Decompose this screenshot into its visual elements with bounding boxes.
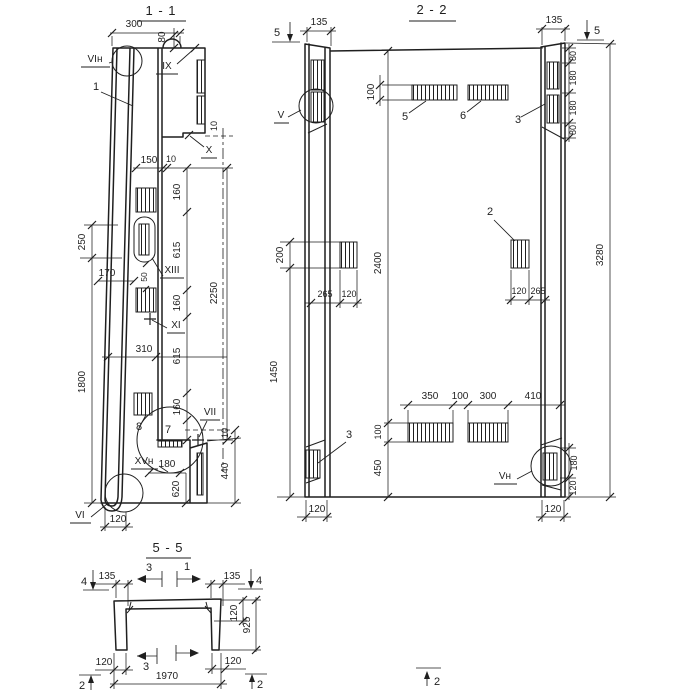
s11-part-1: 1	[92, 81, 100, 93]
s22-dim-100-mid: 100	[451, 391, 469, 402]
s22-embed-square-2	[511, 240, 529, 268]
s22-part-5: 5	[401, 111, 409, 123]
s11-part-8: 8	[135, 421, 143, 433]
s11-edge-plate	[197, 96, 205, 124]
s11-embed-plate	[136, 188, 156, 212]
s22-cut5-right-arrow	[584, 32, 590, 40]
s11-mark-xi: XI	[171, 320, 181, 331]
s11-detail7-strip	[158, 441, 182, 447]
s11-dim-160b: 160	[172, 294, 183, 312]
section-5-5	[79, 540, 441, 692]
s55-cut2-right-arrow	[249, 674, 255, 682]
s11-edge-plate	[197, 453, 203, 495]
s22-top-plate-6	[468, 85, 508, 100]
s22-dim-300: 300	[479, 391, 497, 402]
s22-dim-450: 450	[373, 459, 384, 477]
s55-cut1-bottom-arrow	[190, 649, 199, 657]
s11-dim-170: 170	[98, 268, 116, 279]
s22-dim-120a: 120	[341, 289, 357, 299]
s55-dim-120-web: 120	[229, 604, 240, 622]
section-5-5-title: 5 - 5	[152, 540, 184, 555]
s11-dim-10-bot: 10	[220, 427, 230, 439]
s11-mark-xvn: XVн	[134, 456, 154, 467]
s22-part-3-top: 3	[514, 114, 522, 126]
s22-dim-1450: 1450	[269, 360, 280, 384]
s55-cut4-right: 4	[255, 575, 263, 587]
s22-dim-135-left: 135	[310, 17, 328, 28]
s22-dim-120-bottom-right: 120	[544, 504, 562, 515]
s22-dim-410: 410	[524, 391, 542, 402]
s11-dim-250: 250	[77, 233, 88, 251]
s11-outline	[98, 39, 207, 511]
s11-dim-lines	[80, 28, 241, 531]
s11-mark-vii: VII	[203, 407, 217, 418]
s11-dim-160a: 160	[172, 183, 183, 201]
s22-dim-350: 350	[421, 391, 439, 402]
s55-cut1-top-arrow	[192, 575, 201, 583]
s22-mark-vn: Vн	[498, 471, 512, 482]
s22-part-2: 2	[486, 206, 494, 218]
s11-dim-120: 120	[109, 514, 127, 525]
section-1-1	[70, 3, 241, 531]
s22-top-plate-5	[412, 85, 457, 100]
s22-part-3-bottom: 3	[345, 429, 353, 441]
s22-dim-80b: 80	[568, 124, 578, 136]
s55-cut3-bottom: 3	[142, 661, 150, 673]
s55-cut1-top: 1	[183, 561, 191, 573]
s11-dim-2250: 2250	[209, 281, 220, 305]
s11-detail-7-number: 7	[164, 424, 172, 436]
s22-dim-120-bottom-left: 120	[308, 504, 326, 515]
s22-right-column-plate	[547, 62, 559, 89]
detail-circle-vi	[105, 474, 143, 512]
section-2-2-title: 2 - 2	[416, 2, 448, 17]
s22-part-6: 6	[459, 110, 467, 122]
s22-mark-v: V	[277, 110, 285, 121]
s22-dim-265a: 265	[317, 289, 333, 299]
s55-dim-ticks	[110, 580, 260, 688]
s22-cut5-left: 5	[273, 27, 281, 39]
s22-dim-120b: 120	[511, 286, 527, 296]
s11-mark-x: X	[205, 145, 213, 156]
section-1-1-title: 1 - 1	[145, 3, 177, 18]
s55-cut2-right: 2	[256, 679, 264, 691]
s55-cut-marker-lines	[91, 569, 427, 690]
s11-dim-50: 50	[139, 272, 149, 282]
s55-dim-135-right: 135	[223, 571, 241, 582]
s11-dim-180: 180	[158, 459, 176, 470]
s22-dim-3280: 3280	[595, 243, 606, 267]
section-2-2	[269, 2, 616, 522]
s55-cut2-far-arrow	[424, 671, 430, 679]
s55-cut4-left-arrow	[90, 582, 96, 590]
s11-mark-xiii: XIII	[164, 265, 180, 276]
s22-dim-180b: 180	[568, 100, 578, 116]
s11-dim-160c: 160	[172, 398, 183, 416]
s55-cut3-top-arrow	[137, 575, 146, 583]
s11-dim-150: 150	[140, 155, 158, 166]
s55-cut3-top: 3	[145, 562, 153, 574]
s11-dim-620: 620	[171, 480, 182, 498]
s11-dim-440: 440	[220, 462, 231, 480]
s55-cut2-left-arrow	[88, 675, 94, 683]
s22-left-column-plate	[311, 92, 324, 122]
s22-dim-120-right: 120	[568, 480, 578, 496]
s22-cut5-right: 5	[593, 25, 601, 37]
s22-dim-200: 200	[275, 246, 286, 264]
s11-edge-plate	[197, 60, 205, 93]
s22-bottom-plate	[468, 423, 508, 442]
s55-dim-135-left: 135	[98, 571, 116, 582]
s55-cut3-bottom-arrow	[137, 652, 146, 660]
s11-dim-615b: 615	[172, 347, 183, 365]
s55-cut2-far: 2	[433, 676, 441, 688]
s22-cut5-left-arrow	[287, 34, 293, 42]
s11-dim-615a: 615	[172, 241, 183, 259]
s55-dim-120-bottom-right: 120	[224, 656, 242, 667]
s22-dim-100-top: 100	[366, 83, 377, 101]
s22-bottom-plate	[408, 423, 453, 442]
s11-mark-vin: VIн	[87, 54, 103, 65]
s22-right-column-plate	[543, 453, 557, 480]
s22-right-column-plate	[547, 95, 559, 123]
s55-dim-120-bottom-left: 120	[95, 657, 113, 668]
s11-dim-300: 300	[125, 19, 143, 30]
s55-cut4-right-arrow	[248, 581, 254, 589]
s22-embed-square	[340, 242, 357, 268]
s11-mark-vi: VI	[75, 510, 85, 521]
s22-dim-80a: 80	[568, 50, 578, 62]
s11-dim-1800: 1800	[77, 370, 88, 394]
s55-cut4-left: 4	[80, 576, 88, 588]
s11-dim-10-step: 10	[209, 120, 219, 132]
s22-left-column-plate	[306, 450, 320, 478]
s22-dim-100-bot: 100	[373, 424, 383, 440]
s22-left-column-plate	[311, 60, 324, 90]
s22-dim-265b: 265	[530, 286, 546, 296]
s11-embed-plate	[134, 393, 152, 415]
s55-cut2-left: 2	[78, 680, 86, 692]
s11-dim-80: 80	[157, 31, 168, 43]
s22-dim-2400: 2400	[373, 251, 384, 275]
s11-dim-310: 310	[135, 344, 153, 355]
s11-mark-ix: IX	[162, 61, 172, 72]
s55-dim-925: 925	[242, 616, 253, 634]
s22-dim-180a: 180	[568, 70, 578, 86]
s11-dim-10-gap: 10	[165, 154, 177, 164]
s11-embed-plate	[136, 288, 156, 312]
s22-dim-180-right: 180	[569, 455, 579, 471]
s11-anchor-loop-core	[139, 224, 149, 255]
s22-dim-135-right: 135	[545, 15, 563, 26]
s55-dim-1970: 1970	[155, 671, 179, 682]
